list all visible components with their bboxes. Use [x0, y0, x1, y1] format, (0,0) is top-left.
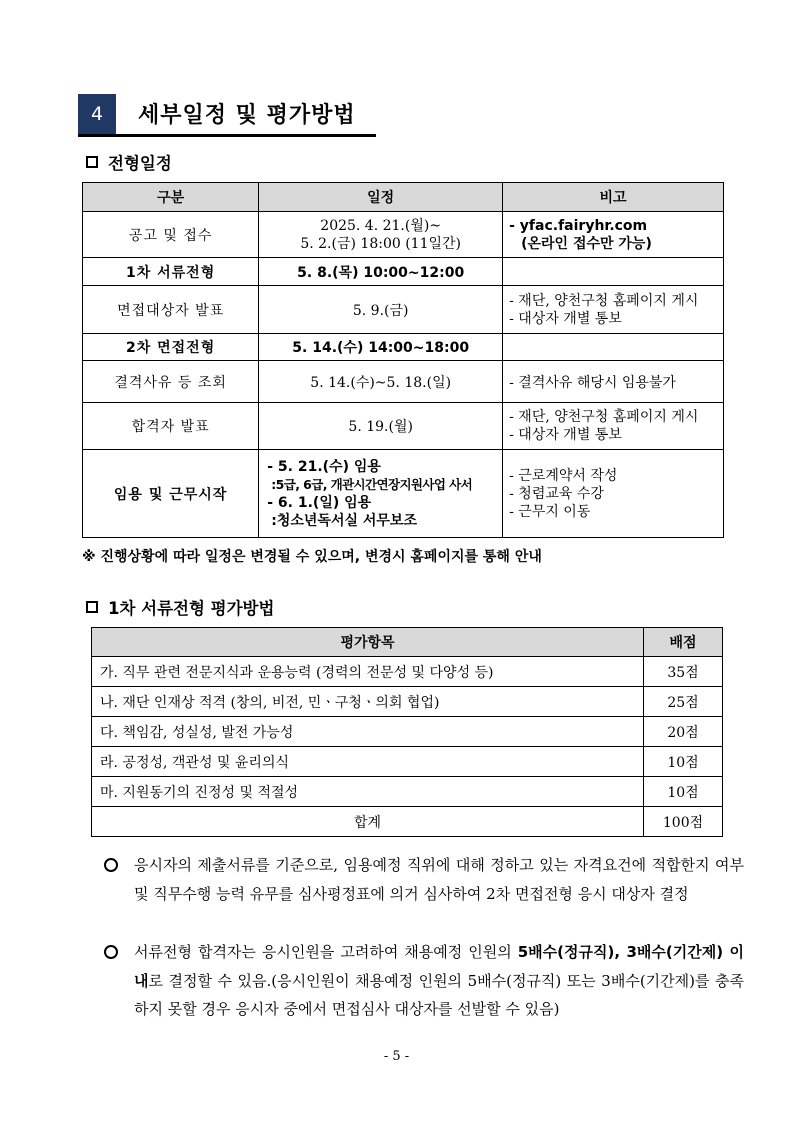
- schedule-heading: [86, 150, 172, 174]
- schedule-cell: 5. 14.(수)~5. 18.(일): [259, 361, 503, 403]
- schedule-cell: 5. 14.(수) 14:00~18:00: [259, 334, 503, 361]
- page-number: - 5 -: [383, 1049, 410, 1064]
- note-line: - 대상자 개별 통보: [509, 310, 622, 327]
- bullet-text: [134, 938, 744, 1024]
- note-cell: [503, 286, 724, 334]
- table-row: [92, 747, 723, 777]
- schedule-line: 5. 2.(금) 18:00 (11일간): [300, 235, 461, 252]
- evaluation-heading-text: 1차 서류전형 평가방법: [108, 599, 275, 618]
- column-header: 평가항목: [92, 628, 644, 657]
- table-row: [83, 286, 724, 334]
- bullet-text-part: 로 결정할 수 있음.(응시인원이 채용예정 인원의 5배수(정규직) 또는 3배수(기간제)를 충족하지 못할 경우 응시자 중에서 면접심사 대상자를 선발할 수 있음): [134, 971, 744, 1018]
- bullet-paragraph-2: [104, 938, 744, 1024]
- category-cell: 합격자 발표: [83, 403, 259, 450]
- table-row: [83, 258, 724, 286]
- schedule-cell: 5. 19.(월): [259, 403, 503, 450]
- total-row: [92, 807, 723, 837]
- section-title: 세부일정 및 평가방법: [138, 103, 356, 128]
- bullet-text: 응시자의 제출서류를 기준으로, 임용예정 직위에 대해 정하고 있는 자격요건에 적합한지 여부 및 직무수행 능력 유무를 심사평정표에 의거 심사하여 2차 면접전형 응시 대상자 결정: [134, 856, 744, 903]
- note-cell: [503, 212, 724, 258]
- category-cell: 결격사유 등 조회: [83, 361, 259, 403]
- total-score: 100점: [644, 807, 723, 837]
- total-label: 합계: [92, 807, 644, 837]
- circle-bullet-icon: [104, 858, 118, 872]
- column-header: 배점: [644, 628, 723, 657]
- eval-item: 마. 지원동기의 진정성 및 적절성: [92, 777, 644, 807]
- note-cell: [503, 403, 724, 450]
- schedule-heading-text: 전형일정: [108, 154, 172, 173]
- category-cell: 임용 및 근무시작: [83, 450, 259, 538]
- note-line: - 대상자 개별 통보: [509, 427, 622, 443]
- section-number: 4: [78, 94, 116, 134]
- table-row: [92, 687, 723, 717]
- eval-score: 25점: [644, 687, 723, 717]
- category-cell: 면접대상자 발표: [83, 286, 259, 334]
- schedule-cell: 5. 9.(금): [259, 286, 503, 334]
- section-header: [78, 94, 376, 137]
- table-row: [92, 657, 723, 687]
- eval-score: 10점: [644, 777, 723, 807]
- note-cell: [503, 450, 724, 538]
- evaluation-header-row: [92, 628, 723, 657]
- category-cell: 1차 서류전형: [83, 258, 259, 286]
- schedule-line: :청소년독서실 서무보조: [271, 512, 417, 529]
- note-cell: - 결격사유 해당시 임용불가: [503, 361, 724, 403]
- schedule-header-row: [83, 183, 724, 212]
- schedule-cell: [259, 450, 503, 538]
- schedule-cell: [259, 212, 503, 258]
- schedule-line: - 5. 21.(수) 임용: [267, 458, 381, 475]
- category-cell: 공고 및 접수: [83, 212, 259, 258]
- column-header: 구분: [83, 183, 259, 212]
- checkbox-square-icon: [86, 601, 98, 613]
- table-row: [83, 212, 724, 258]
- note-line: - 재단, 양천구청 홈페이지 게시: [509, 409, 699, 425]
- circle-bullet-icon: [104, 945, 118, 959]
- eval-item: 가. 직무 관련 전문지식과 운용능력 (경력의 전문성 및 다양성 등): [92, 657, 644, 687]
- schedule-notice: ※ 진행상황에 따라 일정은 변경될 수 있으며, 변경시 홈페이지를 통해 안내: [82, 549, 542, 565]
- table-row: [83, 361, 724, 403]
- table-row: [83, 334, 724, 361]
- table-row: [92, 777, 723, 807]
- note-line: - 재단, 양천구청 홈페이지 게시: [509, 292, 699, 309]
- note-line: - 청렴교육 수강: [509, 485, 604, 502]
- schedule-table: [82, 182, 724, 538]
- schedule-line: - 6. 1.(일) 임용: [267, 494, 372, 511]
- note-line: - 근로계약서 작성: [509, 467, 618, 484]
- note-line: (온라인 접수만 가능): [521, 235, 652, 252]
- checkbox-square-icon: [86, 156, 98, 168]
- bullet-emphasis: 5배수(정규직), 3배수(기간제) 이내: [134, 943, 744, 990]
- bullet-text-part: 서류전형 합격자는 응시인원을 고려하여 채용예정 인원의: [134, 943, 518, 961]
- schedule-line: :5급, 6급, 개관시간연장지원사업 사서: [271, 476, 473, 492]
- note-line: - yfac.fairyhr.com: [509, 217, 648, 234]
- table-row: [83, 450, 724, 538]
- evaluation-heading: [86, 595, 274, 619]
- column-header: 비고: [503, 183, 724, 212]
- eval-item: 나. 재단 인재상 적격 (창의, 비전, 민ㆍ구청ㆍ의회 협업): [92, 687, 644, 717]
- eval-item: 다. 책임감, 성실성, 발전 가능성: [92, 717, 644, 747]
- note-cell: [503, 258, 724, 286]
- schedule-cell: 5. 8.(목) 10:00~12:00: [259, 258, 503, 286]
- eval-score: 35점: [644, 657, 723, 687]
- category-cell: 2차 면접전형: [83, 334, 259, 361]
- eval-score: 20점: [644, 717, 723, 747]
- schedule-line: 2025. 4. 21.(월)~: [320, 217, 442, 234]
- column-header: 일정: [259, 183, 503, 212]
- table-row: [92, 717, 723, 747]
- note-cell: [503, 334, 724, 361]
- eval-score: 10점: [644, 747, 723, 777]
- evaluation-table: [91, 627, 723, 837]
- note-line: - 근무지 이동: [509, 503, 591, 520]
- section-underline: [78, 134, 376, 137]
- bullet-paragraph-1: [104, 851, 744, 908]
- eval-item: 라. 공정성, 객관성 및 윤리의식: [92, 747, 644, 777]
- table-row: [83, 403, 724, 450]
